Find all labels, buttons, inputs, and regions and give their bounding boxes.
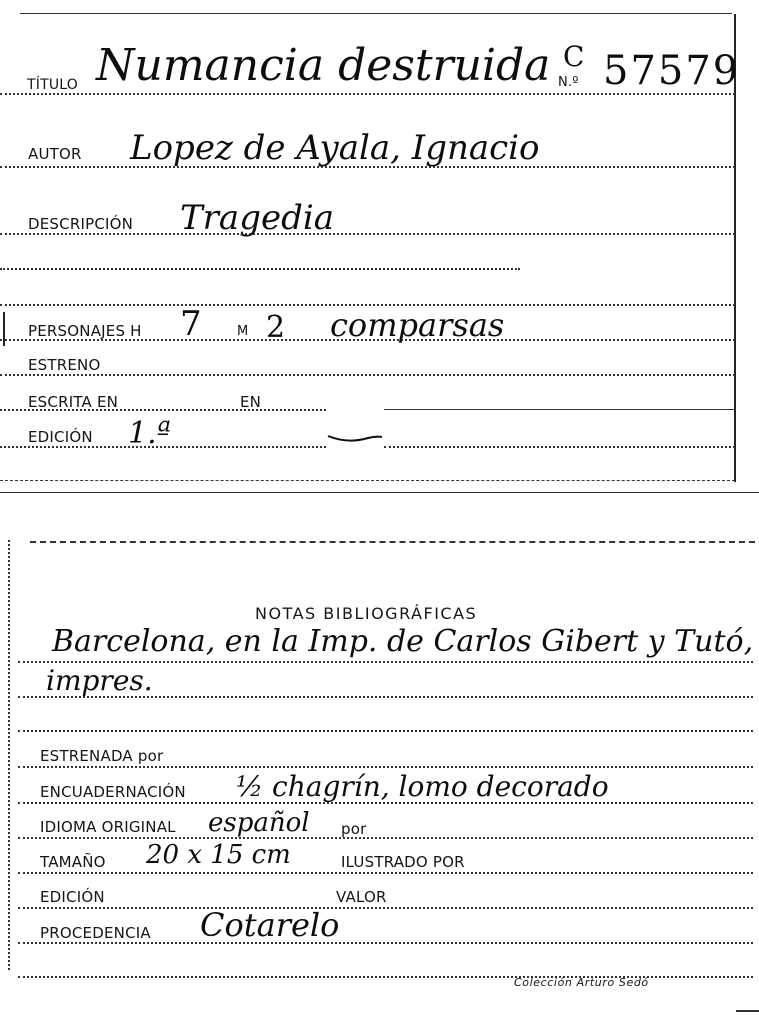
titulo-value: Numancia destruida: [96, 40, 551, 91]
en-label: EN: [240, 393, 262, 411]
tamano-line: [18, 872, 753, 874]
escrita-label: ESCRITA EN: [28, 393, 119, 411]
idioma-por: por: [341, 820, 367, 838]
descripcion-label: DESCRIPCIÓN: [28, 215, 134, 233]
estrenada-line: [18, 766, 753, 768]
card-bottom-dashes: [0, 480, 735, 481]
edicion-value: 1.ª: [128, 416, 171, 451]
personajes-line: [0, 339, 735, 341]
notes-rule-2: [18, 696, 753, 698]
ink-stroke-mark: [326, 428, 386, 446]
edicion2-label: EDICIÓN: [40, 888, 105, 906]
personajes-m-value: 2: [266, 310, 286, 345]
idioma-label: IDIOMA ORIGINAL: [40, 818, 176, 836]
autor-line: [0, 166, 735, 168]
autor-label: AUTOR: [28, 145, 82, 163]
ilustrado-label: ILUSTRADO POR: [341, 853, 465, 871]
escrita-line: [0, 409, 326, 411]
descripcion-value: Tragedia: [180, 198, 334, 238]
procedencia-line: [18, 942, 753, 944]
escrita-line-right: [384, 409, 735, 410]
autor-value: Lopez de Ayala, Ignacio: [130, 128, 540, 168]
personajes-h-value: 7: [180, 304, 202, 344]
valor-label: VALOR: [336, 888, 387, 906]
numero-value: 57579: [603, 48, 741, 94]
card2-top-edge: [30, 541, 755, 543]
notes-line-2: impres.: [46, 664, 153, 697]
notas-heading: NOTAS BIBLIOGRÁFICAS: [255, 604, 478, 623]
collection-credit: Colección Arturo Sedó: [514, 976, 649, 989]
personajes-extra: comparsas: [330, 306, 505, 344]
edicion-label: EDICIÓN: [28, 428, 93, 446]
card-top-edge: [20, 13, 732, 14]
personajes-label: PERSONAJES H: [28, 322, 142, 340]
encuadernacion-label: ENCUADERNACIÓN: [40, 783, 186, 801]
edicion2-line: [18, 907, 753, 909]
tamano-label: TAMAÑO: [40, 853, 106, 871]
notes-rule-1: [18, 661, 753, 663]
procedencia-value: Cotarelo: [200, 906, 340, 944]
descripcion-line-2: [0, 268, 520, 270]
titulo-label: TÍTULO: [27, 77, 78, 93]
encuadernacion-line: [18, 802, 753, 804]
idioma-value: español: [208, 808, 310, 838]
edicion-line: [0, 446, 326, 448]
encuadernacion-value: ½ chagrín, lomo decorado: [236, 770, 609, 803]
estreno-label: ESTRENO: [28, 356, 101, 374]
card2-left-edge: [8, 540, 10, 970]
tamano-value: 20 x 15 cm: [146, 840, 291, 870]
card-mark: C: [563, 40, 585, 73]
idioma-line: [18, 837, 753, 839]
card-bottom-edge: [0, 492, 759, 493]
descripcion-line: [0, 233, 735, 235]
notes-line-1: Barcelona, en la Imp. de Carlos Gibert y Tutó,: [52, 624, 754, 659]
notes-rule-3: [18, 730, 753, 732]
corner-mark: [736, 1010, 759, 1012]
estreno-line: [0, 374, 735, 376]
edicion-line-right: [384, 446, 735, 448]
personajes-m-label: M: [237, 324, 249, 339]
procedencia-label: PROCEDENCIA: [40, 924, 151, 942]
estrenada-label: ESTRENADA por: [40, 747, 164, 765]
numero-label: N.º: [558, 75, 579, 90]
titulo-line: [0, 93, 735, 95]
